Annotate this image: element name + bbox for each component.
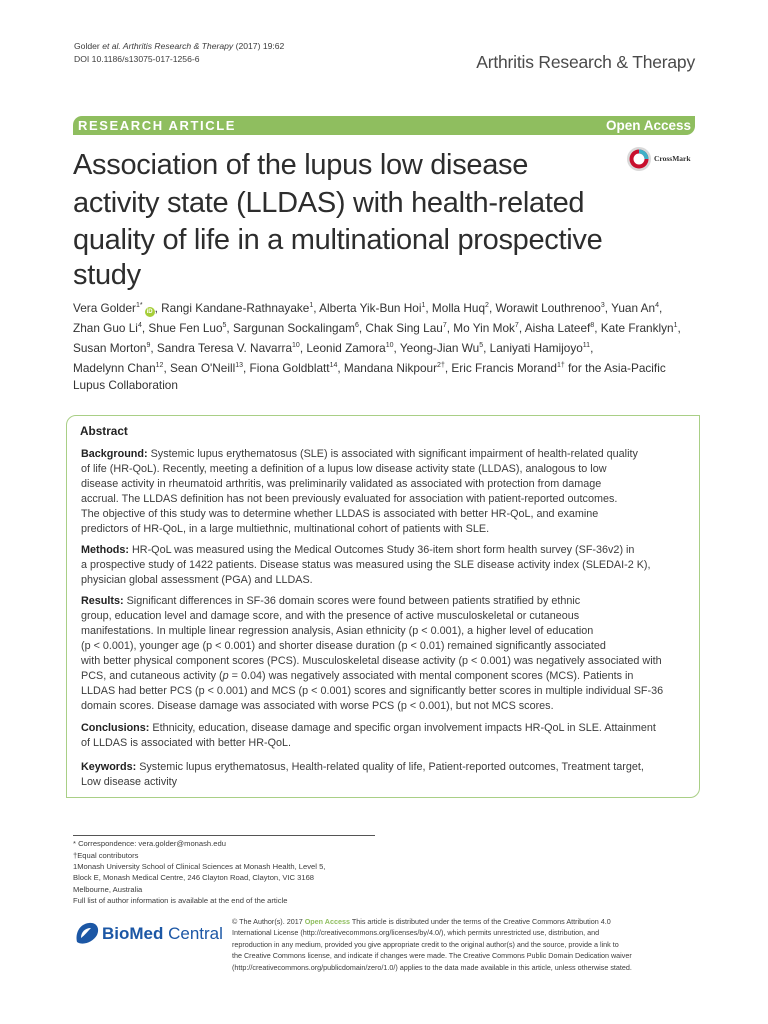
section-label: Conclusions: bbox=[81, 722, 150, 734]
citation bbox=[74, 40, 284, 66]
author-line: Vera Golder$^{1*}$iD , Rangi Kandane-Rathnayake$^1$, Alberta Yik-Bun Hoi$^1$, Molla Huq$^2$, Worawit Louthrenoo$^3$, Yuan An$^4$, bbox=[73, 300, 663, 315]
abstract-line: The objective of this study was to determine whether LLDAS is associated with better HR-QoL, and examine bbox=[81, 508, 599, 520]
abstract-line: domain scores. Disease damage was associated with worse PCS (p < 0.001), but not MCS scores. bbox=[81, 700, 554, 712]
section-label: Keywords: bbox=[81, 761, 137, 773]
abstract-line: Low disease activity bbox=[81, 776, 178, 788]
footnote: Full list of author information is available at the end of the article bbox=[73, 896, 288, 905]
abstract-line: a prospective study of 1422 patients. Disease status was measured using the SLE disease activity index (SLEDAI-2 K), bbox=[81, 559, 651, 571]
title-line: Association of the lupus low disease bbox=[73, 149, 529, 181]
title-line: quality of life in a multinational prospective bbox=[73, 224, 603, 256]
abstract-line: accrual. The LLDAS definition has not been previously evaluated for association with patient-reported outcomes. bbox=[81, 493, 618, 505]
title-line: study bbox=[73, 259, 141, 291]
crossmark-label[interactable]: CrossMark bbox=[654, 154, 691, 163]
author-line: Madelynn Chan$^{12}$, Sean O'Neill$^{13}$, Fiona Goldblatt$^{14}$, Mandana Nikpour$^{2\dagger}$, Eric Francis Morand$^{1\dagger}$ for the Asia-Pacific bbox=[73, 360, 666, 375]
license-line: © The Author(s). 2017 Open Access This article is distributed under the terms of the Creative Commons Attribution 4.0 bbox=[232, 917, 611, 926]
abstract-line: Keywords: Systemic lupus erythematosus, Health-related quality of life, Patient-reported outcomes, Treatment target, bbox=[81, 761, 644, 773]
journal-name: Arthritis Research & Therapy bbox=[476, 52, 695, 72]
citation-line-1 bbox=[74, 40, 284, 53]
crossmark-icon[interactable] bbox=[626, 146, 652, 172]
footnote-divider bbox=[73, 835, 375, 836]
author-line: Zhan Guo Li$^4$, Shue Fen Luo$^5$, Sargunan Sockalingam$^6$, Chak Sing Lau$^7$, Mo Yin Mok$^7$, Aisha Lateef$^8$, Kate Franklyn$^1$, bbox=[73, 320, 681, 335]
abstract-line: of life (HR-QoL). Recently, meeting a definition of a lupus low disease activity state (LLDAS), analogous to low bbox=[81, 463, 607, 475]
footnote: Melbourne, Australia bbox=[73, 885, 143, 894]
abstract-line: Results: Significant differences in SF-36 domain scores were found between patients stratified by ethnic bbox=[81, 595, 581, 607]
title-line: activity state (LLDAS) with health-related bbox=[73, 187, 585, 219]
section-label: Results: bbox=[81, 595, 124, 607]
abstract-line: LLDAS had better PCS (p < 0.001) and MCS (p < 0.001) scores and significantly better scores in multiple individual SF-36 bbox=[81, 685, 664, 697]
abstract-line: with better physical component scores (PCS). Musculoskeletal disease activity (p < 0.001) was negatively associated with bbox=[81, 655, 662, 667]
abstract-line: disease activity in rheumatoid arthritis, was preliminarily validated as associated with protection from damage bbox=[81, 478, 602, 490]
citation-volume: (2017) 19:62 bbox=[233, 41, 285, 51]
abstract-line: physician global assessment (PGA) and LLDAS. bbox=[81, 574, 313, 586]
abstract-line: predictors of HR-QoL, in a large multiethnic, multinational cohort of patients with SLE. bbox=[81, 523, 490, 535]
biomed-central-logo-icon bbox=[73, 920, 101, 948]
license-line: the Creative Commons license, and indicate if changes were made. The Creative Commons Public Domain Dedication waiver bbox=[232, 951, 632, 960]
article-type-label: RESEARCH ARTICLE bbox=[78, 118, 237, 133]
citation-doi[interactable]: DOI 10.1186/s13075-017-1256-6 bbox=[74, 54, 200, 64]
open-access-mark: Open Access bbox=[304, 917, 350, 926]
license-line: International License (http://creativecommons.org/licenses/by/4.0/), which permits unrestricted use, distribution, and bbox=[232, 928, 600, 937]
author-line: Susan Morton$^9$, Sandra Teresa V. Navarra$^{10}$, Leonid Zamora$^{10}$, Yeong-Jian Wu$^5$, Laniyati Hamijoyo$^{11}$, bbox=[73, 340, 594, 355]
license-line: reproduction in any medium, provided you give appropriate credit to the original author(s) and the source, provide a link to bbox=[232, 940, 619, 949]
section-label: Methods: bbox=[81, 544, 129, 556]
footnote: †Equal contributors bbox=[73, 851, 139, 860]
abstract-line: (p < 0.001), younger age (p < 0.001) and shorter disease duration (p < 0.01) remained significantly associated bbox=[81, 640, 606, 652]
abstract-line: Background: Systemic lupus erythematosus (SLE) is associated with significant impairment of health-related quality bbox=[81, 448, 638, 460]
open-access-label: Open Access bbox=[605, 118, 691, 133]
publisher-name: BioMed Central bbox=[102, 924, 223, 943]
abstract-line: group, education level and damage score, and with the presence of active musculoskeletal or cutaneous bbox=[81, 610, 580, 622]
abstract-line: Conclusions: Ethnicity, education, disease damage and specific organ involvement impacts HR-QoL in SLE. Attainment bbox=[81, 722, 656, 734]
section-label: Background: bbox=[81, 448, 148, 460]
correspondence-footnote[interactable]: * Correspondence: vera.golder@monash.edu bbox=[73, 839, 226, 848]
abstract-heading: Abstract bbox=[80, 424, 128, 438]
citation-journal: et al. Arthritis Research & Therapy bbox=[102, 41, 234, 51]
orcid-icon[interactable]: iD bbox=[146, 308, 153, 315]
affiliation-footnote: 1Monash University School of Clinical Sciences at Monash Health, Level 5, bbox=[73, 862, 326, 871]
author-line: Lupus Collaboration bbox=[73, 378, 178, 392]
article-type-banner bbox=[73, 116, 695, 135]
citation-authors: Golder bbox=[74, 41, 103, 51]
abstract-line: of LLDAS is associated with better HR-QoL. bbox=[81, 737, 292, 749]
abstract-line: manifestations. In multiple linear regression analysis, Asian ethnicity (p < 0.001), a higher level of education bbox=[81, 625, 594, 637]
license-line: (http://creativecommons.org/publicdomain/zero/1.0/) applies to the data made available in this article, unless otherwise stated. bbox=[232, 963, 632, 972]
footnote: Block E, Monash Medical Centre, 246 Clayton Road, Clayton, VIC 3168 bbox=[73, 873, 315, 882]
abstract-line: Methods: HR-QoL was measured using the Medical Outcomes Study 36-item short form health survey (SF-36v2) in bbox=[81, 544, 635, 556]
abstract-line: PCS, and cutaneous activity (p = 0.04) was negatively associated with mental component scores (MCS). Patients in bbox=[81, 670, 634, 682]
